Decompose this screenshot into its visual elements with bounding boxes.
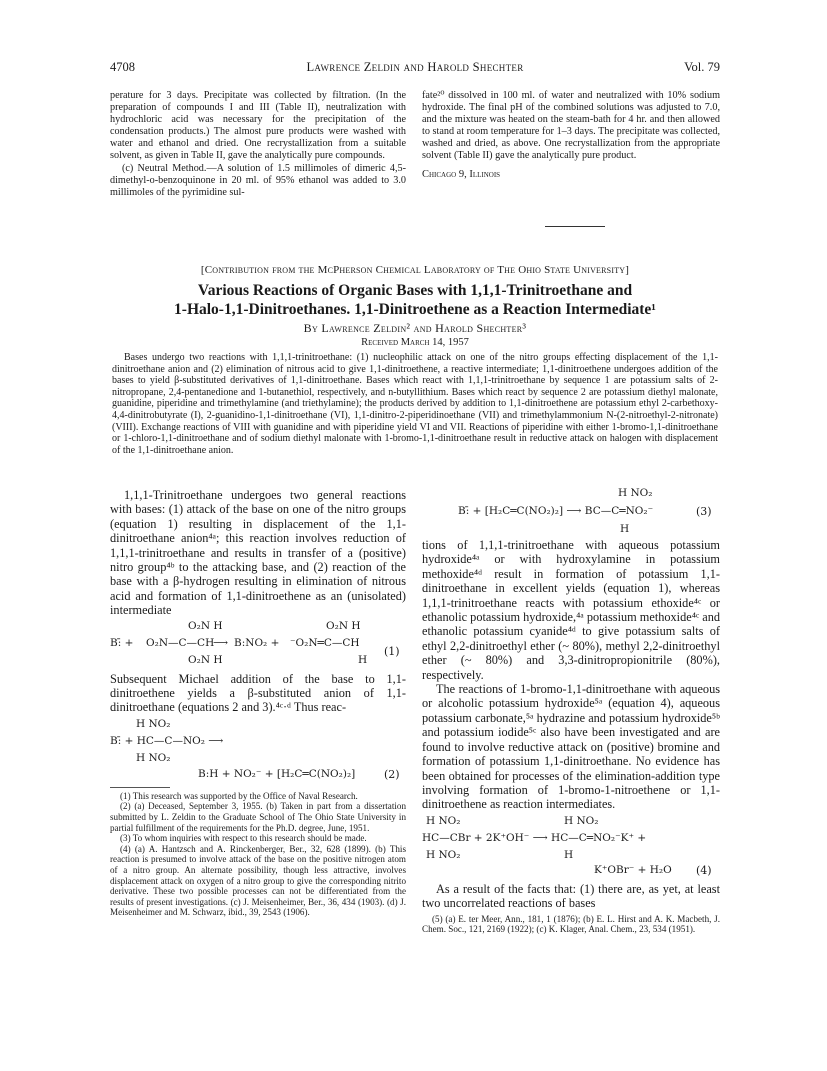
left-column [110, 488, 406, 918]
paragraph: Subsequent Michael addition of the base to 1,1-dinitroethene yields a β-substituted anion of 1,1-dinitroethane (equations 2 and 3).⁴ᶜ·ᵈ Thus reac- [110, 671, 406, 715]
eq-line: H [358, 653, 368, 666]
equation-number: (3) [696, 505, 712, 518]
received-date: Received March 14, 1957 [361, 337, 469, 348]
abstract: Bases undergo two reactions with 1,1,1-trinitroethane: (1) nucleophilic attack on one of the nitro groups effecting displacement of the 1,1-dinitroethane anion and (2) elimination of nitrous acid to give 1,1-dinitroethene, a reactive intermediate; 1,1-dinitroethene undergoes addition of the bases to yield β-substituted derivatives of 1,1-dinitroethane. Bases which react with 1,1,1-trinitroethane by sequence 1 are potassium salts of 2-nitropropane, 2,4-pentanedione and 1-butanethiol, respectively, and n-butyllithium. Bases which react by sequence 2 are potassium diethyl malonate, guanidine, piperidine and trimethylamine (and triethylamine); the products derived by addition to 1,1-dinitroethene are potassium ethyl 2-carbethoxy-4,4-dinitrobutyrate (I), 2-guanidino-1,1-dinitroethane (VI), 1,1-dinitro-2-piperidinoethane (VII) and trimethylammonium N-(2-nitroethyl-2-nitronate) (VIII). Exchange reactions of VIII with guanidine and with piperidine yield VI and VII. Reactions of piperidine with either 1-bromo-1,1-dinitroethane or 1-chloro-1,1-dinitroethane and of sodium diethyl malonate with 1-bromo-1,1-dinitroethane result in reductive attack on halogen with displacement of the 1,1-dinitroethane anion. [112, 352, 718, 456]
article-title [110, 281, 720, 319]
eq-line: ⁻O₂N═C—CH [290, 636, 360, 649]
footnote: (5) (a) E. ter Meer, Ann., 181, 1 (1876); (b) E. L. Hirst and A. K. Macbeth, J. Chem. Soc., 121, 2169 (1922); (c) K. Klager, Anal. Chem., 23, 534 (1951). [422, 913, 720, 935]
equation-1 [110, 619, 406, 671]
eq-line: B:̄ + [110, 636, 134, 649]
right-column [422, 488, 720, 935]
eq-line: H NO₂ [136, 751, 171, 764]
eq-line: O₂N H [188, 653, 223, 666]
paragraph: As a result of the facts that: (1) there are, as yet, at least two uncorrelated reactions of bases [422, 881, 720, 911]
eq-line: O₂N H [188, 619, 223, 632]
equation-4 [422, 815, 720, 879]
byline: By Lawrence Zeldin² and Harold Shechter³ [303, 321, 527, 335]
reaction-arrow: ⟶ [213, 636, 229, 649]
eq-line: H [620, 523, 630, 535]
eq-line: H NO₂ [426, 814, 461, 827]
eq-line: B:̄ + HC—C—NO₂ ⟶ [110, 734, 224, 747]
footnotes-right [422, 914, 720, 935]
footnote-rule [110, 787, 170, 788]
footnote: (1) This research was supported by the Office of Naval Research. [120, 790, 358, 801]
paragraph: 1,1,1-Trinitroethane undergoes two general reactions with bases: (1) attack of the base on one of the nitro groups (equation 1) resulting in displacement of the 1,1-dinitroethane anion⁴ᵃ; this reaction involves reduction of 1,1,1-trinitroethane and results in transfer of a (positive) nitro group⁴ᵇ to the attacking base, and (2) reaction of the base with a β-hydrogen resulting in elimination of nitrous acid and formation of 1,1-dinitroethene as an (unisolated) intermediate [110, 488, 406, 618]
footnote: (3) To whom inquiries with respect to this research should be made. [120, 833, 367, 844]
paragraph: The reactions of 1-bromo-1,1-dinitroethane with aqueous or alcoholic potassium hydroxide⁵ᵃ (equation 4), aqueous potassium carbonate,⁵ᵃ hydrazine and potassium hydroxide⁵ᵇ and potassium iodide⁵ᶜ also have been investigated and are found to involve reductive attack on (positive) bromine and formation of potassium 1,1-dinitroethane. No evidence has been obtained for processes of the elimination-addition type involving formation of 1-bromo-1-nitroethene or 1,1-dinitroethene as reaction intermediates. [422, 682, 720, 812]
contribution-line: [Contribution from the McPherson Chemical Laboratory of The Ohio State University] [200, 264, 630, 276]
equation-3 [422, 488, 720, 538]
eq-line: H NO₂ [426, 848, 461, 861]
top-left-continuation [110, 90, 406, 199]
equation-number: (4) [696, 863, 712, 877]
title-line: 1-Halo-1,1-Dinitroethanes. 1,1-Dinitroethene as a Reaction Intermediate¹ [174, 301, 656, 318]
eq-line: B:NO₂ + [234, 636, 280, 649]
equation-2 [110, 717, 406, 783]
footnote: (2) (a) Deceased, September 3, 1955. (b) Taken in part from a dissertation submitted by L. Zeldin to the Graduate School of The Ohio State University in partial fulfillment of the requirements for the Ph.D. degree, June, 1951. [110, 801, 406, 833]
eq-line: O₂N—C—CH [146, 636, 215, 649]
eq-line: HC—CBr + 2K⁺OH⁻ ⟶ HC—C═NO₂⁻K⁺ + [422, 831, 647, 844]
page-number: 4708 [110, 60, 135, 74]
eq-line: H NO₂ [618, 487, 653, 499]
paragraph: (c) Neutral Method.—A solution of 1.5 millimoles of dimeric 4,5-dimethyl-o-benzoquinone in 20 ml. of 95% ethanol was added to 3.0 millimoles of the pyrimidine sul- [110, 162, 406, 198]
top-right-continuation [422, 90, 720, 181]
section-divider [545, 226, 605, 227]
title-line: Various Reactions of Organic Bases with 1,1,1-Trinitroethane and [197, 282, 633, 299]
eq-line: B:̄ + [H₂C═C(NO₂)₂] ⟶ BC—C═NO₂⁻ [458, 505, 654, 517]
eq-line: H NO₂ [564, 814, 599, 827]
footnote: (4) (a) A. Hantzsch and A. Rinckenberger, Ber., 32, 628 (1899). (b) This reaction is presumed to involve attack of the base on the positive nitrogen atom of a nitro group. An alternate possibility, though less attractive, involves displacement attack on oxygen of a nitro group to give the corresponding nitrito derivative. These two possible processes can not be differentiated from the results of present investigations. (c) J. Meisenheimer, Ber., 36, 434 (1903). (d) J. Meisenheimer and M. Schwarz, ibid., 39, 2543 (1906). [110, 843, 406, 918]
volume-label: Vol. 79 [684, 60, 720, 74]
eq-line: O₂N H [326, 619, 361, 632]
equation-number: (2) [384, 767, 400, 781]
footnotes-left [110, 791, 406, 918]
running-head-authors: Lawrence Zeldin and Harold Shechter [306, 60, 524, 74]
eq-line: H NO₂ [136, 717, 171, 730]
eq-line: B:H + NO₂⁻ + [H₂C═C(NO₂)₂] [198, 767, 356, 780]
location-line: Chicago 9, Illinois [422, 168, 501, 180]
running-head [110, 60, 720, 78]
paragraph: perature for 3 days. Precipitate was collected by filtration. (In the preparation of compounds I and III (Table II), neutralization with hydrochloric acid was necessary for the precipitation of the condensation products.) The almost pure products were washed with water and ethanol and dried. One recrystallization from a suitable solvent, as given in Table II, gave the analytically pure compounds. [110, 90, 406, 162]
equation-number: (1) [384, 644, 400, 658]
paragraph: fate²⁰ dissolved in 100 ml. of water and neutralized with 10% sodium hydroxide. The final pH of the combined solutions was adjusted to 7.0, and the mixture was heated on the steam-bath for 4 hr. and then allowed to stand at room temperature for 1–3 days. The precipitate was collected, washed and dried, as above. One recrystallization from the appropriate solvent (Table II) gave the analytically pure product. [422, 90, 720, 162]
eq-line: H [564, 848, 574, 861]
eq-line: K⁺OBr⁻ + H₂O [594, 863, 672, 876]
paragraph: tions of 1,1,1-trinitroethane with aqueous potassium hydroxide⁴ᵃ or with hydroxylamine in potassium methoxide⁴ᵈ result in formation of potassium 1,1-dinitroethane in excellent yields (equation 1), whereas 1,1,1-trinitroethane reacts with potassium ethoxide⁴ᶜ or ethanolic potassium hydroxide,⁴ᵃ potassium methoxide⁴ᶜ and ethanolic potassium cyanide⁴ᵈ to give potassium salts of ethyl 2,2-dinitroethyl ether (~ 80%), methyl 2,2-dinitroethyl ether (~ 80%) and 3,3-dinitropropionitrile (80%), respectively. [422, 538, 720, 682]
